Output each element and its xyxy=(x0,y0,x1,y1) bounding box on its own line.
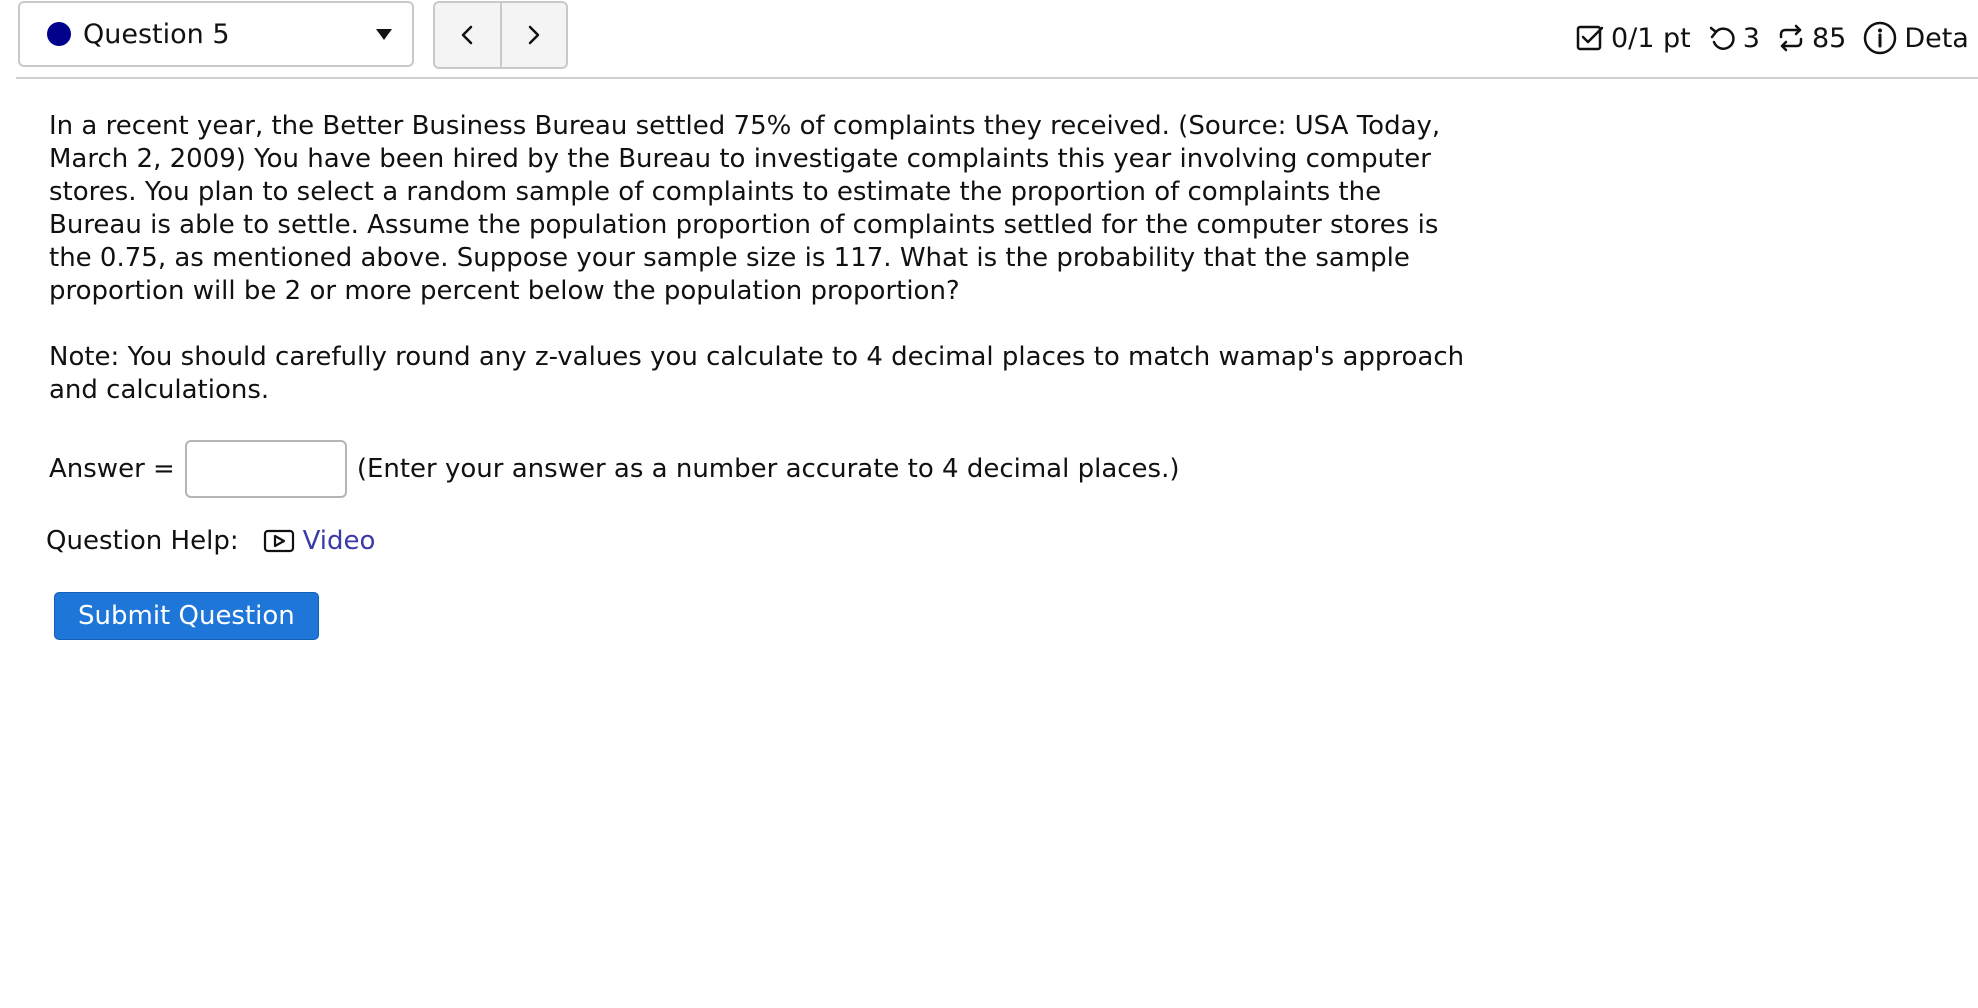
video-help-link[interactable] xyxy=(263,526,376,556)
question-nav xyxy=(433,1,568,69)
header-divider xyxy=(16,77,1978,79)
info-icon xyxy=(1862,20,1898,56)
details-button[interactable] xyxy=(1862,20,1969,56)
answer-row xyxy=(49,440,1469,498)
question-select-label: Question 5 xyxy=(83,18,230,50)
answer-hint: (Enter your answer as a number accurate to 4 decimal places.) xyxy=(356,454,1180,484)
attempts-stat xyxy=(1776,23,1846,54)
chevron-left-icon xyxy=(459,24,475,46)
question-help-label: Question Help: xyxy=(46,526,239,556)
question-status-dot xyxy=(47,22,71,46)
question-content xyxy=(46,110,1469,640)
video-help-label: Video xyxy=(302,526,376,556)
attempts-value: 85 xyxy=(1811,22,1847,54)
video-icon xyxy=(263,528,295,554)
answer-label: Answer = xyxy=(49,454,175,484)
checkbox-icon xyxy=(1575,23,1605,53)
previous-question-button[interactable] xyxy=(435,3,500,67)
question-select[interactable] xyxy=(18,1,414,67)
chevron-right-icon xyxy=(526,24,542,46)
points-value: 0/1 pt xyxy=(1611,22,1691,54)
question-text: In a recent year, the Better Business Bureau settled 75% of complaints they received. (Source: USA Today, March 2, 2009) You have been hired by the Bureau to investigate complaints this year involving computer stores. You plan to select a random sample of complaints to estimate the proportion of complaints the Bureau is able to settle. Assume the population proportion of complaints settled for the computer stores is the 0.75, as mentioned above. Suppose your sample size is 117. What is the probability that the sample proportion will be 2 or more percent below the population proportion? xyxy=(49,111,1441,306)
question-help xyxy=(46,526,1469,556)
retries-stat xyxy=(1707,23,1760,54)
question-stats xyxy=(1575,16,1978,60)
retries-value: 3 xyxy=(1742,22,1760,54)
top-bar xyxy=(0,0,1978,80)
next-question-button[interactable] xyxy=(500,3,567,67)
caret-down-icon xyxy=(376,29,392,40)
answer-input[interactable] xyxy=(185,440,347,498)
undo-icon xyxy=(1707,23,1737,53)
submit-question-button[interactable]: Submit Question xyxy=(54,592,319,640)
repeat-icon xyxy=(1776,23,1806,53)
question-note: Note: You should carefully round any z-values you calculate to 4 decimal places to match wamap's approach and calculations. xyxy=(49,342,1465,405)
details-label: Deta xyxy=(1904,22,1969,54)
points-stat xyxy=(1575,23,1691,54)
